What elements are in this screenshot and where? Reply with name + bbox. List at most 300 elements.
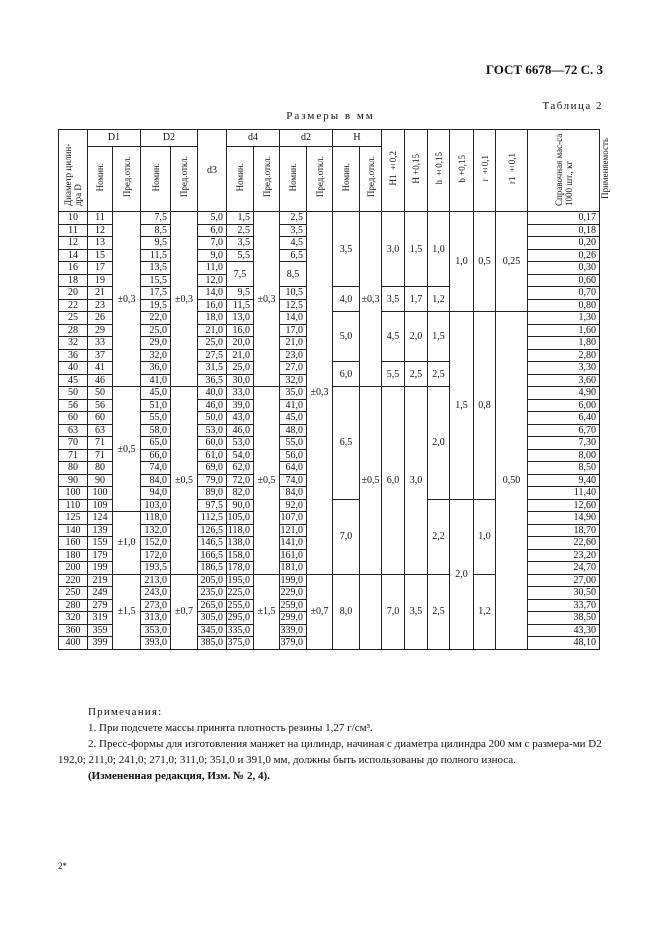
table-cell: 40	[59, 362, 88, 375]
table-cell: 62,0	[227, 462, 254, 475]
table-cell: 48,0	[280, 424, 307, 437]
table-cell: 279	[88, 599, 113, 612]
table-cell: 199,0	[280, 574, 307, 587]
table-cell: 25,0	[227, 362, 254, 375]
table-cell: 35,0	[280, 387, 307, 400]
table-cell: 56,0	[280, 449, 307, 462]
table-cell: 26	[88, 312, 113, 325]
sub-tol: Пред.откл.	[254, 147, 280, 212]
table-cell: 0,80	[528, 299, 600, 312]
table-cell: 0,18	[528, 224, 600, 237]
col-D1: D1	[88, 130, 141, 147]
table-cell: 11,5	[227, 299, 254, 312]
table-cell: 132,0	[141, 524, 171, 537]
table-cell: 160	[59, 537, 88, 550]
table-cell: 8,50	[528, 462, 600, 475]
col-d3: d3	[198, 130, 227, 212]
table-cell: 3,5	[382, 287, 405, 312]
table-cell: 69,0	[198, 462, 227, 475]
table-cell: 18	[59, 274, 88, 287]
table-cell: 53,0	[198, 424, 227, 437]
table-cell: 100	[88, 487, 113, 500]
table-cell: 5,5	[227, 249, 254, 262]
table-cell: 100	[59, 487, 88, 500]
table-cell: 125	[59, 512, 88, 525]
table-cell: 179	[88, 549, 113, 562]
table-cell: 3,5	[227, 237, 254, 250]
table-cell: 5,0	[198, 212, 227, 225]
sub-tol: Пред.откл.	[113, 147, 141, 212]
table-cell: 41,0	[280, 399, 307, 412]
table-cell: 20,0	[227, 337, 254, 350]
table-cell: 74,0	[280, 474, 307, 487]
table-cell: 38,50	[528, 612, 600, 625]
table-cell: 8,00	[528, 449, 600, 462]
table-cell: 13	[88, 237, 113, 250]
table-cell: 64,0	[280, 462, 307, 475]
table-cell: 105,0	[227, 512, 254, 525]
table-cell: 41	[88, 362, 113, 375]
table-cell: 1,0	[450, 212, 474, 312]
table-cell: 7,0	[198, 237, 227, 250]
table-cell: 7,5	[141, 212, 171, 225]
table-cell: 20	[59, 287, 88, 300]
table-cell: 3,0	[405, 387, 428, 575]
sub-nom: Номин.	[88, 147, 113, 212]
table-cell: 11,40	[528, 487, 600, 500]
col-diameter: Диаметр цилин-дра D	[59, 130, 88, 212]
table-cell: 25,0	[141, 324, 171, 337]
table-cell: 118,0	[141, 512, 171, 525]
table-cell: 14,0	[280, 312, 307, 325]
table-cell: 16,0	[198, 299, 227, 312]
table-cell: 0,25	[496, 212, 528, 312]
table-cell: 339,0	[280, 624, 307, 637]
table-cell: 0,50	[496, 312, 528, 650]
table-cell	[360, 574, 382, 649]
table-cell: 1,5	[450, 312, 474, 500]
table-cell: 80	[59, 462, 88, 475]
table-cell: 12,5	[280, 299, 307, 312]
table-cell: 63	[88, 424, 113, 437]
table-cell: 146,5	[198, 537, 227, 550]
page-number: 2*	[58, 861, 67, 871]
table-cell: 359	[88, 624, 113, 637]
table-cell: 71	[88, 449, 113, 462]
table-cell: 21,0	[198, 324, 227, 337]
sizes-label: Размеры в мм	[286, 110, 375, 122]
table-cell: 280	[59, 599, 88, 612]
table-cell: 54,0	[227, 449, 254, 462]
table-cell: 46,0	[198, 399, 227, 412]
table-cell: 7,5	[227, 262, 254, 287]
table-cell: 18,70	[528, 524, 600, 537]
table-cell: 158,0	[227, 549, 254, 562]
table-cell: 220	[59, 574, 88, 587]
table-cell: 71	[88, 437, 113, 450]
table-cell: 11,0	[198, 262, 227, 275]
table-cell: 305,0	[198, 612, 227, 625]
table-cell: 219	[88, 574, 113, 587]
table-cell: 159	[88, 537, 113, 550]
table-cell: 6,0	[333, 362, 360, 387]
table-cell: 2,5	[428, 574, 450, 649]
table-cell: 53,0	[227, 437, 254, 450]
table-cell: 360	[59, 624, 88, 637]
sub-tol: Пред.откл.	[360, 147, 382, 212]
table-cell: 3,60	[528, 374, 600, 387]
table-cell: 71	[59, 449, 88, 462]
table-cell: 12,60	[528, 499, 600, 512]
table-cell: 393,0	[141, 637, 171, 650]
table-cell: 33	[88, 337, 113, 350]
table-cell: 72,0	[227, 474, 254, 487]
table-cell: 17,5	[141, 287, 171, 300]
table-cell: ±0,5	[360, 387, 382, 575]
table-cell: 13,0	[227, 312, 254, 325]
table-cell: 80	[88, 462, 113, 475]
table-cell: 4,5	[280, 237, 307, 250]
table-cell: 161,0	[280, 549, 307, 562]
table-cell: 27,5	[198, 349, 227, 362]
table-cell: 6,5	[280, 249, 307, 262]
table-cell: 109	[88, 499, 113, 512]
table-cell: 45,0	[280, 412, 307, 425]
table-cell: 65,0	[141, 437, 171, 450]
table-cell: 12	[88, 224, 113, 237]
table-cell: 193,5	[141, 562, 171, 575]
table-cell: 11,5	[141, 249, 171, 262]
table-cell: 4,90	[528, 387, 600, 400]
table-cell: ±1,0	[113, 512, 141, 575]
table-cell: 32,0	[141, 349, 171, 362]
table-cell: 3,5	[405, 574, 428, 649]
table-cell: 0,8	[474, 312, 496, 500]
table-cell: 7,0	[333, 499, 360, 574]
table-cell: 2,0	[428, 387, 450, 500]
table-body	[59, 212, 600, 650]
table-cell: 6,40	[528, 412, 600, 425]
table-cell: 46,0	[227, 424, 254, 437]
table-cell: 45	[59, 374, 88, 387]
table-cell: 0,70	[528, 287, 600, 300]
table-cell: 25,0	[198, 337, 227, 350]
table-cell: 385,0	[198, 637, 227, 650]
table-cell: 152,0	[141, 537, 171, 550]
table-cell: ±0,3	[113, 212, 141, 387]
table-cell: 84,0	[141, 474, 171, 487]
col-H1: H1 ±0,2	[382, 130, 405, 212]
table-cell: 7,30	[528, 437, 600, 450]
table-cell: 19,5	[141, 299, 171, 312]
table-cell: 0,5	[474, 212, 496, 312]
sub-tol: Пред.откл.	[307, 147, 333, 212]
table-cell: 48,10	[528, 637, 600, 650]
table-cell: 199	[88, 562, 113, 575]
table-cell: 121,0	[280, 524, 307, 537]
dimensions-table: Диаметр цилин-дра D D1 D2 d3 d4 d2 H H1 ±0,2 H +0,15 h ±0,15 b +0,15 r ±0,1 r1 ±0,1 Справочная мас-са 1000 шт., кг Применяемость Номин. Пред.откл. Номин. Пред.откл. Номин. Пред.откл. Номин. Пред.откл. Номин. Пред.откл. 10 11 ±0,3 7,5 ±0,3 5,0 1,5 ±0,3 2,5 ±0,3 3,5 ±0,3 3,0 1,5 1,0 1,0 0,5 0,25 0,17 11 12 8,5 6,0 2,5 3,5 0,18 12 13 9,5 7,0 3,5 4,5 0,20 14 15 11,5 9,0 5,5 6,5 0,26 16 17 13,5 11,0 7,5 8,5 0,30 18 19 15,5 12,0 0,60 20 21 17,5 14,0 9,5 10,5 4,0 3,5 1,7 1,2 0,70 22 23 19,5 16,0 11,5 12,5 0,80 25 26 22,0 18,0 13,0 14,0 5,0 4,5 2,0 1,5 1,5 0,8 0,50 1,30 28 29 25,0 21,0 16,0 17,0 1,60 32 33 29,0 25,0 20,0 21,0 1,80 36 37 32,0 27,5 21,0 23,0 2,80 40 41 36,0 31,5 25,0 27,0 6,0 5,5 2,5 2,5 3,30 45 46 41,0 36,5 30,0 32,0 3,60 50 50 ±0,5 45,0 ±0,5 40,0 33,0 ±0,5 35,0 6,5 ±0,5 6,0 3,0 2,0 4,90 56 56 51,0 46,0 39,0 41,0 6,00 60 60 55,0 50,0 43,0 45,0 6,40 63 63 58,0 53,0 46,0 48,0 6,70 70 71 65,0 60,0 53,0 55,0 7,30 71 71 66,0 61,0 54,0 56,0 8,00 80 80 74,0 69,0 62,0 64,0 8,50 90 90 84,0 79,0 72,0 74,0 9,40 100 100 94,0 89,0 82,0 84,0 11,40 110 109 103,0 97,5 90,0 92,0 7,0 2,2 2,0 1,0 12,60 125 124 ±1,0 118,0 112,5 105,0 107,0 14,90 140 139 132,0 126,5 118,0 121,0 18,70 160 159 152,0 146,5 138,0 141,0 22,60 180 179 172,0 166,5 158,0 161,0 23,20 200 199 193,5 186,5 178,0 181,0 24,70 220 219 ±1,5 213,0 ±0,7 205,0 195,0 ±1,5 199,0 ±0,7 8,0 7,0 3,5 2,5 1,2 27,00 250 249 243,0 235,0 225,0 229,0 30,50 280 279 273,0 265,0 255,0 259,0 33,70 320 319 313,0 305,0 295,0 299,0 38,50 360 359 353,0 345,0 335,0 339,0 43,30 400 399 393,0 385,0 375,0 379,0 48,10	[58, 129, 600, 650]
col-r: r ±0,1	[474, 130, 496, 212]
table-cell: 124	[88, 512, 113, 525]
table-cell: 2,5	[428, 362, 450, 387]
table-cell: 319	[88, 612, 113, 625]
table-cell: 313,0	[141, 612, 171, 625]
table-cell: 33,0	[227, 387, 254, 400]
col-Hh: H +0,15	[405, 130, 428, 212]
table-cell: 24,70	[528, 562, 600, 575]
table-cell: 1,7	[405, 287, 428, 312]
table-cell: ±1,5	[254, 574, 280, 649]
table-cell: 2,5	[280, 212, 307, 225]
table-cell: 299,0	[280, 612, 307, 625]
table-cell: 6,70	[528, 424, 600, 437]
col-mass: Справочная мас-са 1000 шт., кг	[528, 130, 600, 212]
table-cell: 14,0	[198, 287, 227, 300]
table-cell: 118,0	[227, 524, 254, 537]
table-cell: 139	[88, 524, 113, 537]
table-cell: 141,0	[280, 537, 307, 550]
table-cell: 12	[59, 237, 88, 250]
sub-nom: Номин.	[333, 147, 360, 212]
table-cell: ±0,3	[360, 212, 382, 387]
table-cell: 3,5	[333, 212, 360, 287]
table-cell: 178,0	[227, 562, 254, 575]
table-cell: 399	[88, 637, 113, 650]
table-cell: 213,0	[141, 574, 171, 587]
table-cell: 7,0	[382, 574, 405, 649]
table-cell: 400	[59, 637, 88, 650]
table-cell: 23,0	[280, 349, 307, 362]
table-cell: 2,80	[528, 349, 600, 362]
table-cell: 112,5	[198, 512, 227, 525]
table-cell: 84,0	[280, 487, 307, 500]
table-cell: 10	[59, 212, 88, 225]
table-cell: 28	[59, 324, 88, 337]
table-cell: 30,50	[528, 587, 600, 600]
table-cell: 110	[59, 499, 88, 512]
table-cell: 55,0	[280, 437, 307, 450]
table-cell: 2,2	[428, 499, 450, 574]
table-cell: 1,60	[528, 324, 600, 337]
table-cell: 19	[88, 274, 113, 287]
table-cell: ±0,3	[307, 212, 333, 575]
table-cell: 36,0	[141, 362, 171, 375]
table-cell: 205,0	[198, 574, 227, 587]
table-cell: 4,5	[382, 312, 405, 362]
table-cell: 200	[59, 562, 88, 575]
table-cell: 138,0	[227, 537, 254, 550]
table-cell: 5,0	[333, 312, 360, 362]
table-cell: ±0,7	[171, 574, 198, 649]
col-d4: d4	[227, 130, 280, 147]
table-cell: 2,5	[405, 362, 428, 387]
table-cell: 55,0	[141, 412, 171, 425]
table-cell: 60	[88, 412, 113, 425]
table-cell: 21,0	[227, 349, 254, 362]
table-cell: 0,20	[528, 237, 600, 250]
table-cell: 8,5	[141, 224, 171, 237]
table-cell: 259,0	[280, 599, 307, 612]
table-cell: 50,0	[198, 412, 227, 425]
table-cell: ±0,3	[254, 212, 280, 387]
sub-nom: Номин.	[280, 147, 307, 212]
table-cell: 353,0	[141, 624, 171, 637]
table-cell: 63	[59, 424, 88, 437]
table-cell: 6,0	[382, 387, 405, 575]
table-cell: 8,0	[333, 574, 360, 649]
table-cell: 27,0	[280, 362, 307, 375]
table-cell: 60	[59, 412, 88, 425]
table-cell: 9,5	[227, 287, 254, 300]
table-cell: ±0,5	[113, 387, 141, 512]
table-cell: 3,5	[280, 224, 307, 237]
table-cell: 320	[59, 612, 88, 625]
table-cell: 295,0	[227, 612, 254, 625]
table-cell: 23	[88, 299, 113, 312]
table-cell: 9,40	[528, 474, 600, 487]
edition-note: (Измененная редакция, Изм. № 2, 4).	[88, 770, 270, 782]
table-cell: 335,0	[227, 624, 254, 637]
table-cell: 11	[59, 224, 88, 237]
table-cell: 243,0	[141, 587, 171, 600]
table-cell: 12,0	[198, 274, 227, 287]
table-cell: 56	[88, 399, 113, 412]
table-cell: 1,2	[474, 574, 496, 649]
table-cell: 23,20	[528, 549, 600, 562]
table-cell: 180	[59, 549, 88, 562]
table-cell: 32,0	[280, 374, 307, 387]
table-cell: 225,0	[227, 587, 254, 600]
table-cell: 97,5	[198, 499, 227, 512]
table-cell: 15	[88, 249, 113, 262]
table-label: Таблица 2	[542, 100, 603, 112]
table-cell: 249	[88, 587, 113, 600]
table-cell: 94,0	[141, 487, 171, 500]
table-cell: 3,0	[382, 212, 405, 287]
table-cell: 235,0	[198, 587, 227, 600]
table-cell: 255,0	[227, 599, 254, 612]
table-cell: 32	[59, 337, 88, 350]
table-cell: 10,5	[280, 287, 307, 300]
table-cell: 43,30	[528, 624, 600, 637]
table-cell: 50	[59, 387, 88, 400]
table-cell: 345,0	[198, 624, 227, 637]
table-cell: 195,0	[227, 574, 254, 587]
table-cell: 2,0	[450, 499, 474, 649]
table-cell: 250	[59, 587, 88, 600]
table-cell: 39,0	[227, 399, 254, 412]
table-cell: 22,60	[528, 537, 600, 550]
table-cell: 2,0	[405, 312, 428, 362]
table-cell: 74,0	[141, 462, 171, 475]
table-cell: 92,0	[280, 499, 307, 512]
table-cell: 58,0	[141, 424, 171, 437]
table-cell: 9,5	[141, 237, 171, 250]
table-cell: 0,30	[528, 262, 600, 275]
table-cell: ±1,5	[113, 574, 141, 649]
table-cell: 29,0	[141, 337, 171, 350]
table-cell: 5,5	[382, 362, 405, 387]
table-cell: 172,0	[141, 549, 171, 562]
table-cell: 21,0	[280, 337, 307, 350]
table-cell: 14,90	[528, 512, 600, 525]
col-b: b +0,15	[450, 130, 474, 212]
table-cell: 140	[59, 524, 88, 537]
table-cell: 33,70	[528, 599, 600, 612]
table-row	[59, 212, 600, 225]
table-cell: 43,0	[227, 412, 254, 425]
table-cell: 181,0	[280, 562, 307, 575]
table-cell: 11	[88, 212, 113, 225]
table-cell: 61,0	[198, 449, 227, 462]
table-cell: 17	[88, 262, 113, 275]
table-cell: 1,0	[474, 499, 496, 574]
table-cell: 379,0	[280, 637, 307, 650]
table-cell: 70	[59, 437, 88, 450]
table-cell: 90,0	[227, 499, 254, 512]
table-cell: 14	[59, 249, 88, 262]
table-cell: 1,5	[428, 312, 450, 362]
table-cell: 0,26	[528, 249, 600, 262]
table-cell: 25	[59, 312, 88, 325]
table-cell: 3,30	[528, 362, 600, 375]
table-cell: 90	[59, 474, 88, 487]
col-r1: r1 ±0,1	[496, 130, 528, 212]
table-cell: 46	[88, 374, 113, 387]
table-cell: 45,0	[141, 387, 171, 400]
table-cell: 50	[88, 387, 113, 400]
table-cell: 13,5	[141, 262, 171, 275]
table-cell: 229,0	[280, 587, 307, 600]
table-cell: 1,5	[227, 212, 254, 225]
table-cell: 56	[59, 399, 88, 412]
note-2: 2. Пресс-формы для изготовления манжет на цилиндр, начиная с диаметра цилиндра 200 мм с размера-ми D2 192,0; 211,0; 241,0; 271,0; 311,0; 351,0 и 391,0 мм, должны быть использованы до полного износа.	[58, 738, 602, 766]
table-cell: 51,0	[141, 399, 171, 412]
table-cell: 1,5	[405, 212, 428, 287]
table-cell: 6,00	[528, 399, 600, 412]
table-cell: 22	[59, 299, 88, 312]
table-cell: 9,0	[198, 249, 227, 262]
table-cell: 6,5	[333, 387, 360, 500]
table-cell: 1,30	[528, 312, 600, 325]
table-cell: 8,5	[280, 262, 307, 287]
table-cell: 15,5	[141, 274, 171, 287]
table-cell: 21	[88, 287, 113, 300]
table-cell: 37	[88, 349, 113, 362]
col-d2: d2	[280, 130, 333, 147]
table-cell: 2,5	[227, 224, 254, 237]
table-cell: 41,0	[141, 374, 171, 387]
table-cell: 4,0	[333, 287, 360, 312]
table-cell: 1,0	[428, 212, 450, 287]
table-cell: 22,0	[141, 312, 171, 325]
table-cell: 31,5	[198, 362, 227, 375]
table-cell: 60,0	[198, 437, 227, 450]
table-cell: ±0,5	[254, 387, 280, 575]
table-cell: ±0,3	[171, 212, 198, 387]
document-header: ГОСТ 6678—72 С. 3	[485, 62, 603, 77]
col-D2: D2	[141, 130, 198, 147]
table-cell: 30,0	[227, 374, 254, 387]
table-cell: 18,0	[198, 312, 227, 325]
table-cell: 16	[59, 262, 88, 275]
table-cell: ±0,7	[307, 574, 333, 649]
table-cell: 1,80	[528, 337, 600, 350]
table-cell: 1,2	[428, 287, 450, 312]
table-cell: 265,0	[198, 599, 227, 612]
table-cell: 107,0	[280, 512, 307, 525]
table-cell: 0,17	[528, 212, 600, 225]
